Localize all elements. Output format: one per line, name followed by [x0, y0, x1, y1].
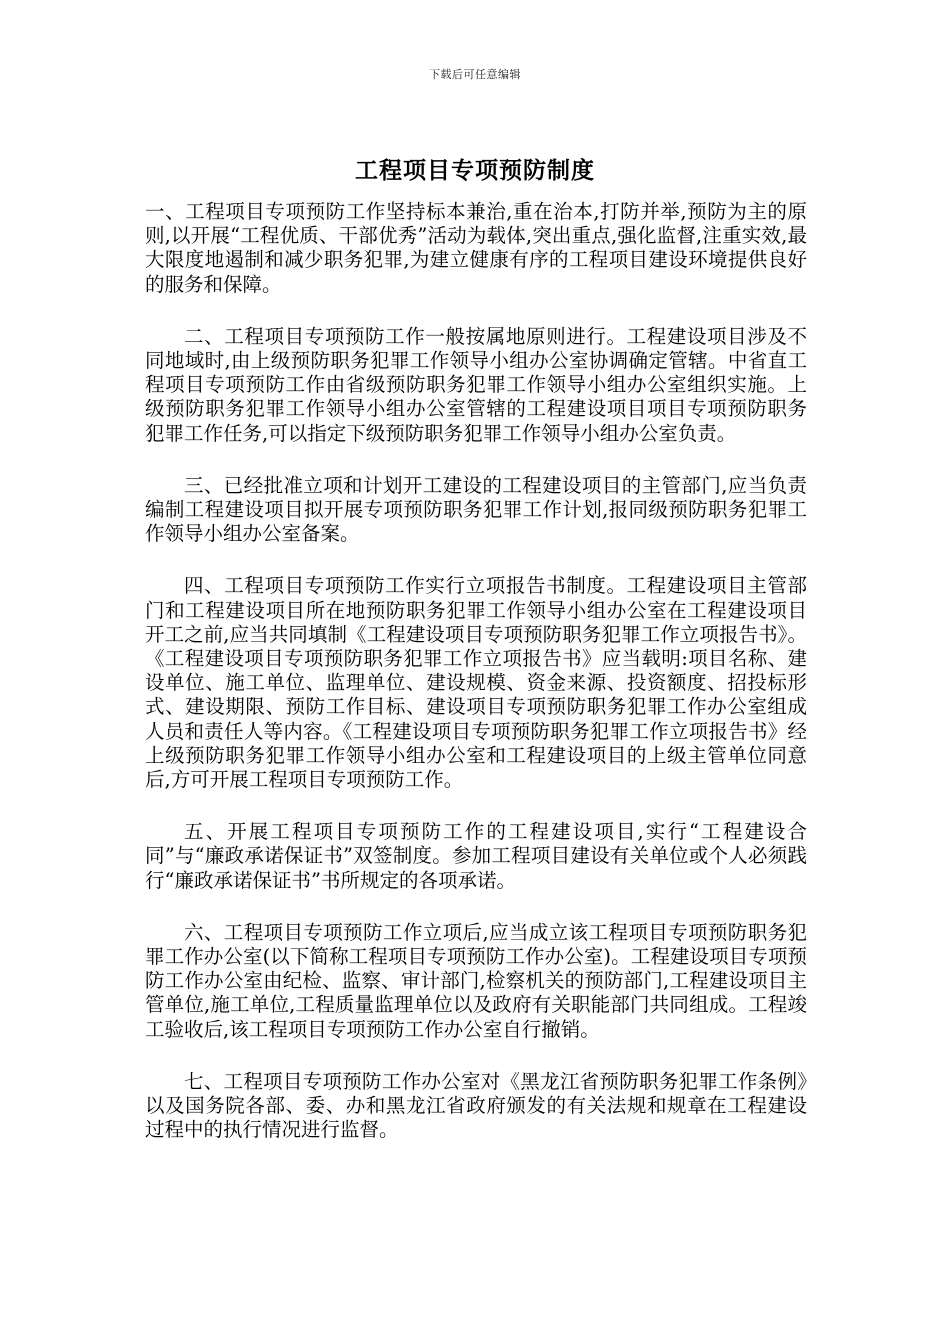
- paragraph-7: 七、工程项目专项预防工作办公室对《黑龙江省预防职务犯罪工作条例》以及国务院各部、委、办和黑龙江省政府颁发的有关法规和规章在工程建设过程中的执行情况进行监督。: [145, 1069, 807, 1142]
- paragraph-3: 三、已经批准立项和计划开工建设的工程建设项目的主管部门,应当负责编制工程建设项目拟开展专项预防职务犯罪工作计划,报同级预防职务犯罪工作领导小组办公室备案。: [145, 473, 807, 546]
- paragraph-1: 一、工程项目专项预防工作坚持标本兼治,重在治本,打防并举,预防为主的原则,以开展“工程优质、干部优秀”活动为载体,突出重点,强化监督,注重实效,最大限度地遏制和减少职务犯罪,为建立健康有序的工程项目建设环境提供良好的服务和保障。: [145, 200, 807, 296]
- paragraph-4: 四、工程项目专项预防工作实行立项报告书制度。工程建设项目主管部门和工程建设项目所在地预防职务犯罪工作领导小组办公室在工程建设项目开工之前,应当共同填制《工程建设项目专项预防职务犯罪工作立项报告书》。《工程建设项目专项预防职务犯罪工作立项报告书》应当载明:项目名称、建设单位、施工单位、监理单位、建设规模、资金来源、投资额度、招投标形式、建设期限、预防工作目标、建设项目专项预防职务犯罪工作办公室组成人员和责任人等内容。《工程建设项目专项预防职务犯罪工作立项报告书》经上级预防职务犯罪工作领导小组办公室和工程建设项目的上级主管单位同意后,方可开展工程项目专项预防工作。: [145, 574, 807, 792]
- paragraph-2: 二、工程项目专项预防工作一般按属地原则进行。工程建设项目涉及不同地域时,由上级预防职务犯罪工作领导小组办公室协调确定管辖。中省直工程项目专项预防工作由省级预防职务犯罪工作领导小组办公室组织实施。上级预防职务犯罪工作领导小组办公室管辖的工程建设项目项目专项预防职务犯罪工作任务,可以指定下级预防职务犯罪工作领导小组办公室负责。: [145, 324, 807, 445]
- header-note: 下载后可任意编辑: [429, 68, 521, 81]
- paragraph-5: 五、开展工程项目专项预防工作的工程建设项目,实行“工程建设合同”与“廉政承诺保证书”双签制度。参加工程项目建设有关单位或个人必须践行“廉政承诺保证书”书所规定的各项承诺。: [145, 820, 807, 892]
- document-title: 工程项目专项预防制度: [355, 158, 595, 184]
- paragraph-6: 六、工程项目专项预防工作立项后,应当成立该工程项目专项预防职务犯罪工作办公室(以下简称工程项目专项预防工作办公室)。工程建设项目专项预防工作办公室由纪检、监察、审计部门,检察机关的预防部门,工程建设项目主管单位,施工单位,工程质量监理单位以及政府有关职能部门共同组成。工程竣工验收后,该工程项目专项预防工作办公室自行撤销。: [145, 920, 807, 1041]
- document-body: [145, 200, 807, 1171]
